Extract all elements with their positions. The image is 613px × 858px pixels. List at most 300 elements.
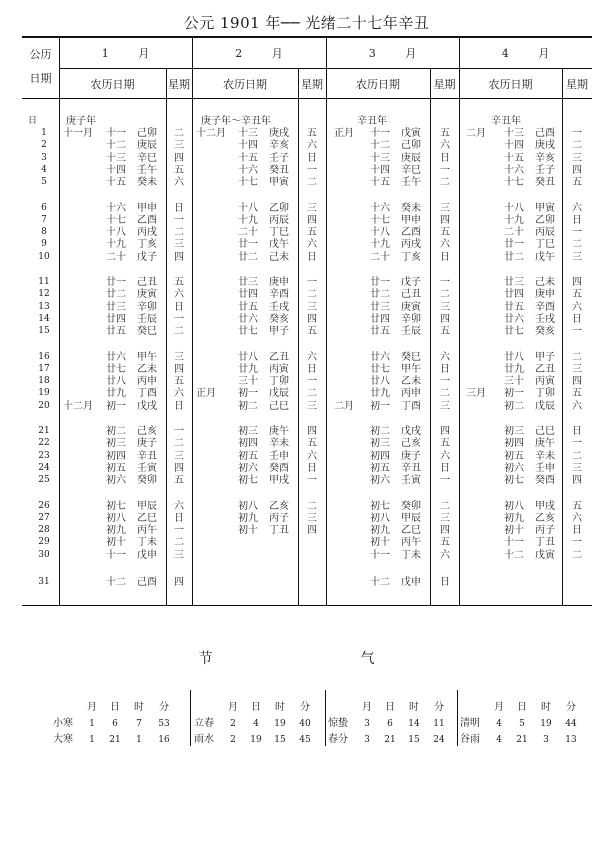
lunar-day: 廿三: [106, 302, 126, 313]
ganzhi-day: 己酉: [535, 128, 555, 139]
lunar-day: 十四: [370, 165, 390, 176]
lunar-day: 初一: [238, 388, 258, 399]
weekday: 五: [572, 289, 582, 300]
day-number: 14: [38, 314, 50, 324]
weekday: 一: [440, 376, 450, 387]
lunar-month-mark: 十一月: [63, 128, 93, 139]
lunar-day: 十九: [106, 239, 126, 250]
ganzhi-day: 丙午: [137, 525, 157, 536]
solar-term-col-header: 月: [362, 702, 372, 713]
lunar-day: 初六: [370, 475, 390, 486]
weekday: 日: [440, 153, 450, 164]
lunar-day: 廿四: [504, 289, 524, 300]
ganzhi-day: 壬戌: [269, 302, 289, 313]
lunar-day: 廿三: [238, 277, 258, 288]
lunar-day: 十一: [106, 550, 126, 561]
ganzhi-day: 甲申: [137, 203, 157, 214]
page-title: 公元 1901 年── 光绪二十七年辛丑: [183, 14, 430, 32]
lunar-day: 初四: [106, 451, 126, 462]
header-riqi: 日期: [29, 72, 52, 85]
ganzhi-day: 癸未: [137, 177, 157, 188]
solar-term-month: 2: [230, 719, 236, 729]
lunar-day: 廿六: [370, 352, 390, 363]
solar-term-month: 1: [89, 735, 95, 745]
day-number: 31: [38, 577, 50, 587]
weekday: 二: [572, 239, 582, 250]
solar-term-col-header: 分: [434, 702, 444, 713]
lunar-day: 十一: [370, 550, 390, 561]
day-header: 日: [28, 116, 38, 126]
ganzhi-day: 丙寅: [535, 376, 555, 387]
weekday: 二: [572, 352, 582, 363]
ganzhi-day: 丁卯: [535, 388, 555, 399]
weekday: 五: [572, 501, 582, 512]
lunar-day: 初三: [370, 438, 390, 449]
weekday: 日: [174, 302, 184, 313]
ganzhi-day: 庚寅: [401, 302, 421, 313]
ganzhi-day: 壬申: [535, 463, 555, 474]
lunar-day: 初三: [504, 426, 524, 437]
ganzhi-day: 戊戌: [137, 401, 157, 412]
ganzhi-day: 丁未: [401, 550, 421, 561]
lunar-day: 十二: [106, 140, 126, 151]
ganzhi-day: 庚寅: [137, 289, 157, 300]
ganzhi-day: 甲午: [401, 364, 421, 375]
day-number: 26: [38, 501, 50, 511]
lunar-day: 初六: [106, 475, 126, 486]
lunar-day: 初七: [106, 501, 126, 512]
ganzhi-day: 丁卯: [269, 376, 289, 387]
lunar-month-mark: 十二月: [196, 128, 226, 139]
weekday: 三: [307, 203, 317, 214]
weekday: 四: [174, 463, 184, 474]
day-number: 23: [38, 451, 50, 461]
lunar-day: 十六: [370, 203, 390, 214]
weekday: 一: [440, 475, 450, 486]
ganzhi-day: 丁酉: [137, 388, 157, 399]
weekday: 日: [307, 364, 317, 375]
lunar-day: 廿九: [370, 388, 390, 399]
ganzhi-day: 癸亥: [269, 314, 289, 325]
solar-term-name: 立春: [194, 718, 214, 729]
solar-term-month: 3: [364, 735, 370, 745]
weekday: 日: [572, 314, 582, 325]
lunar-day: 廿八: [238, 352, 258, 363]
solar-term-minute: 53: [158, 719, 170, 729]
ganzhi-day: 己巳: [269, 401, 289, 412]
lunar-day: 十五: [238, 153, 258, 164]
ganzhi-day: 庚辰: [137, 140, 157, 151]
weekday: 六: [307, 239, 317, 250]
ganzhi-day: 丁丑: [535, 537, 555, 548]
solar-term-day: 19: [250, 735, 262, 745]
weekday: 三: [174, 352, 184, 363]
ganzhi-day: 丙申: [401, 388, 421, 399]
lunar-day: 廿四: [370, 314, 390, 325]
header-xingqi: 星期: [566, 78, 588, 91]
day-number: 10: [38, 252, 50, 262]
day-number: 21: [38, 426, 50, 436]
weekday: 一: [307, 165, 317, 176]
day-number: 30: [38, 550, 50, 560]
solar-term-col-header: 月: [228, 702, 238, 713]
solar-term-minute: 44: [565, 719, 577, 729]
weekday: 四: [307, 314, 317, 325]
ganzhi-day: 甲子: [269, 326, 289, 337]
weekday: 二: [572, 140, 582, 151]
ganzhi-day: 乙未: [137, 364, 157, 375]
lunar-day: 初三: [106, 438, 126, 449]
solar-term-col-header: 月: [494, 702, 504, 713]
lunar-day: 十七: [370, 215, 390, 226]
month-divider: [192, 36, 193, 605]
weekday: 四: [307, 426, 317, 437]
lunar-day: 十九: [238, 215, 258, 226]
ganzhi-day: 辛卯: [401, 314, 421, 325]
weekday: 五: [440, 537, 450, 548]
weekday: 六: [307, 451, 317, 462]
weekday: 四: [174, 577, 184, 588]
lunar-day: 初八: [504, 501, 524, 512]
ganzhi-day: 乙亥: [269, 501, 289, 512]
ganzhi-day: 戊寅: [535, 550, 555, 561]
weekday: 六: [307, 352, 317, 363]
solar-term-day: 21: [384, 735, 396, 745]
ganzhi-day: 甲戌: [269, 475, 289, 486]
ganzhi-day: 庚戌: [269, 128, 289, 139]
lunar-day: 十七: [504, 177, 524, 188]
lunar-day: 初一: [106, 401, 126, 412]
solar-term-minute: 24: [433, 735, 445, 745]
solar-term-day: 6: [112, 719, 118, 729]
lunar-day: 十四: [238, 140, 258, 151]
lunar-day: 廿八: [370, 376, 390, 387]
ganzhi-day: 丁未: [137, 537, 157, 548]
lunar-month-mark: 二月: [334, 401, 354, 412]
weekday: 一: [174, 314, 184, 325]
weekday: 日: [440, 463, 450, 474]
ganzhi-day: 壬午: [401, 177, 421, 188]
weekday: 四: [440, 525, 450, 536]
weekday: 五: [307, 326, 317, 337]
lunar-day: 十一: [106, 128, 126, 139]
weekday: 三: [440, 513, 450, 524]
solar-term-month: 1: [89, 719, 95, 729]
day-number: 28: [38, 525, 50, 535]
ganzhi-day: 戊辰: [269, 388, 289, 399]
ganzhi-day: 丙辰: [535, 227, 555, 238]
solar-term-minute: 45: [299, 735, 311, 745]
solar-term-col-header: 日: [385, 702, 395, 713]
weekday: 三: [572, 364, 582, 375]
weekday: 二: [174, 128, 184, 139]
solar-term-divider: [457, 690, 458, 746]
ganzhi-day: 丁巳: [535, 239, 555, 250]
weekday: 四: [572, 475, 582, 486]
day-number: 16: [38, 352, 50, 362]
weekday: 六: [174, 388, 184, 399]
ganzhi-day: 己亥: [401, 438, 421, 449]
lunar-day: 十二: [370, 140, 390, 151]
lunar-day: 初九: [238, 513, 258, 524]
day-number: 12: [38, 289, 50, 299]
weekday: 一: [174, 426, 184, 437]
lunar-month-mark: 正月: [196, 388, 216, 399]
solar-term-minute: 40: [299, 719, 311, 729]
lunar-day: 十五: [370, 177, 390, 188]
weekday: 四: [174, 252, 184, 263]
ganzhi-day: 丙寅: [269, 364, 289, 375]
solar-term-col-header: 分: [159, 702, 169, 713]
weekday: 三: [440, 203, 450, 214]
lunar-day: 廿一: [238, 239, 258, 250]
ganzhi-day: 乙丑: [269, 352, 289, 363]
lunar-day: 十五: [106, 177, 126, 188]
weekday: 日: [307, 463, 317, 474]
lunar-day: 二十: [504, 227, 524, 238]
ganzhi-day: 辛酉: [269, 289, 289, 300]
ganzhi-day: 乙卯: [535, 215, 555, 226]
day-number: 17: [38, 364, 50, 374]
ganzhi-day: 丁丑: [269, 525, 289, 536]
weekday: 六: [307, 140, 317, 151]
ganzhi-day: 辛卯: [137, 302, 157, 313]
lunar-day: 廿六: [504, 314, 524, 325]
weekday: 日: [174, 203, 184, 214]
lunar-month-mark: 三月: [466, 388, 486, 399]
weekday: 二: [174, 326, 184, 337]
ganzhi-day: 癸丑: [269, 165, 289, 176]
ganzhi-day: 戊申: [401, 577, 421, 588]
ganzhi-day: 庚申: [535, 289, 555, 300]
weekday: 六: [572, 302, 582, 313]
ganzhi-day: 壬子: [535, 165, 555, 176]
weekday: 二: [572, 451, 582, 462]
weekday: 二: [440, 501, 450, 512]
weekday: 一: [572, 438, 582, 449]
lunar-day: 初五: [238, 451, 258, 462]
weekday: 日: [174, 513, 184, 524]
weekday: 一: [572, 326, 582, 337]
ganzhi-day: 癸巳: [401, 352, 421, 363]
ganzhi-day: 己未: [535, 277, 555, 288]
solar-terms-title: 节 气: [198, 651, 415, 667]
weekday: 三: [307, 513, 317, 524]
ganzhi-day: 己卯: [137, 128, 157, 139]
solar-term-col-header: 日: [251, 702, 261, 713]
ganzhi-day: 壬寅: [401, 475, 421, 486]
ganzhi-day: 戊子: [137, 252, 157, 263]
weekday: 一: [440, 277, 450, 288]
ganzhi-day: 壬子: [269, 153, 289, 164]
table-bottom-rule: [22, 605, 592, 606]
ganzhi-day: 己酉: [137, 577, 157, 588]
lunar-day: 三十: [238, 376, 258, 387]
lunar-day: 廿六: [106, 352, 126, 363]
day-number: 20: [38, 401, 50, 411]
lunar-day: 廿三: [504, 277, 524, 288]
lunar-day: 十五: [504, 153, 524, 164]
weekday: 三: [307, 401, 317, 412]
weekday: 六: [440, 451, 450, 462]
ganzhi-day: 乙巳: [137, 513, 157, 524]
ganzhi-day: 丙戌: [137, 227, 157, 238]
ganzhi-day: 丙申: [137, 376, 157, 387]
ganzhi-day: 辛丑: [137, 451, 157, 462]
weekday: 日: [572, 426, 582, 437]
lunar-day: 廿四: [106, 314, 126, 325]
ganzhi-day: 丁酉: [401, 401, 421, 412]
header-nongli: 农历日期: [488, 78, 533, 91]
ganzhi-day: 己卯: [401, 140, 421, 151]
ganzhi-day: 癸未: [401, 203, 421, 214]
lunar-day: 廿七: [238, 326, 258, 337]
day-number: 18: [38, 376, 50, 386]
day-number: 24: [38, 463, 50, 473]
weekday: 一: [440, 165, 450, 176]
lunar-month-mark: 二月: [466, 128, 486, 139]
ganzhi-day: 辛未: [269, 438, 289, 449]
solar-term-day: 4: [253, 719, 259, 729]
weekday: 三: [174, 140, 184, 151]
weekday: 三: [572, 252, 582, 263]
weekday: 五: [174, 475, 184, 486]
ganzhi-day: 辛巳: [401, 165, 421, 176]
ganzhi-day: 戊申: [137, 550, 157, 561]
lunar-day: 十八: [238, 203, 258, 214]
ganzhi-day: 己亥: [137, 426, 157, 437]
ganzhi-day: 甲辰: [137, 501, 157, 512]
header-xingqi: 星期: [301, 78, 323, 91]
lunar-day: 廿九: [238, 364, 258, 375]
solar-term-name: 雨水: [194, 734, 214, 745]
ganzhi-day: 壬午: [137, 165, 157, 176]
ganzhi-day: 甲申: [401, 215, 421, 226]
weekday: 四: [307, 525, 317, 536]
header-gongli: 公历: [29, 48, 52, 61]
solar-term-month: 2: [230, 735, 236, 745]
ganzhi-day: 甲午: [137, 352, 157, 363]
ganzhi-day: 庚辰: [401, 153, 421, 164]
lunar-day: 初十: [504, 525, 524, 536]
lunar-day: 十二: [106, 577, 126, 588]
lunar-day: 初八: [106, 513, 126, 524]
lunar-day: 廿八: [106, 376, 126, 387]
weekday: 日: [307, 153, 317, 164]
lunar-day: 廿七: [370, 364, 390, 375]
weekday: 日: [307, 252, 317, 263]
ganzhi-day: 庚子: [137, 438, 157, 449]
ganzhi-day: 辛亥: [535, 153, 555, 164]
ganzhi-day: 丁巳: [269, 227, 289, 238]
solar-term-minute: 13: [565, 735, 577, 745]
solar-term-hour: 19: [274, 719, 286, 729]
ganzhi-day: 壬辰: [137, 314, 157, 325]
lunar-day: 廿九: [504, 364, 524, 375]
lunar-day: 廿二: [370, 289, 390, 300]
lunar-day: 初二: [504, 401, 524, 412]
day-number: 1: [41, 128, 47, 138]
ganzhi-day: 癸亥: [535, 326, 555, 337]
weekday: 三: [307, 302, 317, 313]
lunar-day: 十一: [504, 537, 524, 548]
lunar-day: 三十: [504, 376, 524, 387]
lunar-day: 廿一: [504, 239, 524, 250]
ganzhi-day: 甲子: [535, 352, 555, 363]
solar-term-hour: 14: [408, 719, 420, 729]
weekday: 四: [440, 426, 450, 437]
ganzhi-day: 辛酉: [535, 302, 555, 313]
lunar-day: 初五: [106, 463, 126, 474]
weekday: 一: [572, 128, 582, 139]
lunar-day: 十八: [106, 227, 126, 238]
weekday: 二: [440, 289, 450, 300]
lunar-day: 廿五: [504, 302, 524, 313]
lunar-day: 十六: [504, 165, 524, 176]
lunar-year-label: 辛丑年: [357, 116, 387, 127]
lunar-year-label: 庚子年～辛丑年: [201, 116, 271, 127]
weekday: 五: [440, 438, 450, 449]
solar-term-day: 6: [387, 719, 393, 729]
lunar-day: 初九: [504, 513, 524, 524]
ganzhi-day: 辛丑: [401, 463, 421, 474]
ganzhi-day: 癸丑: [535, 177, 555, 188]
lunar-month-mark: 正月: [334, 128, 354, 139]
ganzhi-day: 辛未: [535, 451, 555, 462]
lunar-day: 初二: [238, 401, 258, 412]
header-nongli: 农历日期: [223, 78, 267, 91]
ganzhi-day: 庚申: [269, 277, 289, 288]
solar-term-month: 4: [496, 719, 502, 729]
weekday: 四: [572, 165, 582, 176]
day-number: 27: [38, 513, 50, 523]
ganzhi-day: 乙亥: [535, 513, 555, 524]
weekday: 一: [572, 537, 582, 548]
day-number: 25: [38, 475, 50, 485]
weekday: 二: [572, 550, 582, 561]
col-divider: [59, 36, 60, 605]
solar-term-divider: [325, 690, 326, 746]
ganzhi-day: 庚午: [269, 426, 289, 437]
weekday: 二: [174, 438, 184, 449]
weekday: 三: [572, 153, 582, 164]
solar-term-col-header: 月: [87, 702, 97, 713]
week-divider: [430, 68, 431, 605]
ganzhi-day: 戊辰: [535, 401, 555, 412]
weekday: 一: [307, 376, 317, 387]
day-number: 5: [41, 177, 47, 187]
weekday: 日: [440, 577, 450, 588]
ganzhi-day: 乙酉: [137, 215, 157, 226]
ganzhi-day: 戊午: [269, 239, 289, 250]
lunar-day: 廿二: [106, 289, 126, 300]
lunar-day: 廿二: [504, 252, 524, 263]
weekday: 四: [174, 153, 184, 164]
lunar-day: 初八: [370, 513, 390, 524]
weekday: 四: [307, 215, 317, 226]
ganzhi-day: 戊午: [535, 252, 555, 263]
weekday: 三: [572, 463, 582, 474]
lunar-day: 初七: [238, 475, 258, 486]
header-month: 4 月: [501, 47, 550, 60]
lunar-day: 十八: [504, 203, 524, 214]
solar-term-name: 小寒: [53, 718, 73, 729]
lunar-day: 廿五: [238, 302, 258, 313]
weekday: 四: [440, 314, 450, 325]
weekday: 五: [572, 177, 582, 188]
weekday: 三: [440, 401, 450, 412]
solar-term-hour: 1: [136, 735, 142, 745]
